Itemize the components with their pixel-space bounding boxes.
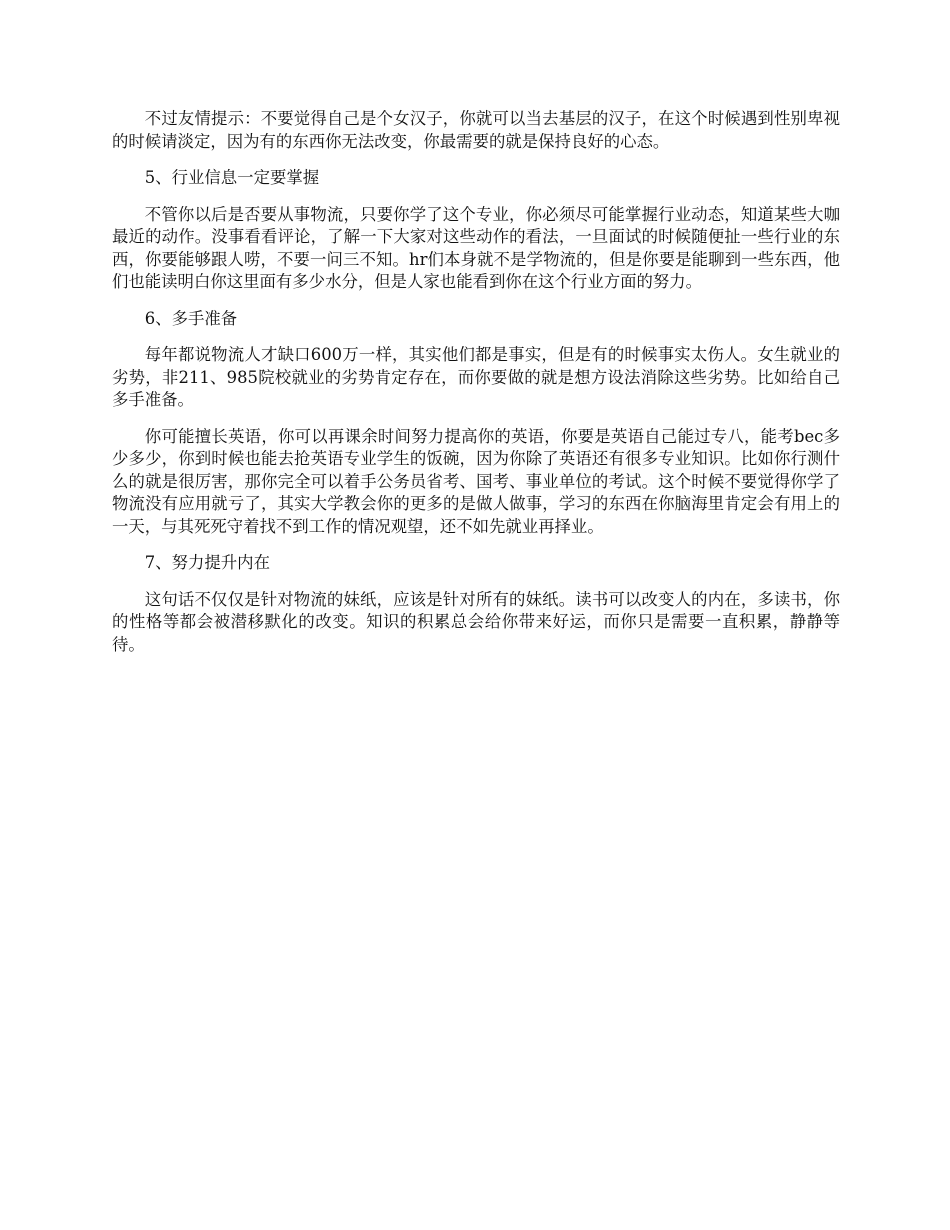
heading-multiple-preparation: 6、多手准备 <box>144 308 238 328</box>
paragraph-reading: 这句话不仅仅是针对物流的妹纸，应该是针对所有的妹纸。读书可以改变人的内在，多读书，你的性格等都会被潜移默化的改变。知识的积累总会给你带来好运，而你只是需要一直积累，静静等待。 <box>112 589 840 654</box>
paragraph-gender-tip: 不过友情提示：不要觉得自己是个女汉子，你就可以当去基层的汉子，在这个时候遇到性别卑视的时候请淡定，因为有的东西你无法改变，你最需要的就是保持良好的心态。 <box>112 109 840 151</box>
document-body <box>112 108 840 670</box>
heading-industry-info: 5、行业信息一定要掌握 <box>144 168 320 187</box>
paragraph-english-skills: 你可能擅长英语，你可以再课余时间努力提高你的英语，你要是英语自己能过专八，能考bec多少多少，你到时候也能去抢英语专业学生的饭碗，因为你除了英语还有很多专业知识。比如你行测什么的就是很厉害，那你完全可以着手公务员省考、国考、事业单位的考试。这个时候不要觉得你学了物流没有应用就亏了，其实大学教会你的更多的是做人做事，学习的东西在你脑海里肯定会有用上的一天，与其死死守着找不到工作的情况观望，还不如先就业再择业。 <box>112 426 840 536</box>
heading-inner-improvement: 7、努力提升内在 <box>144 553 270 572</box>
paragraph-industry-info: 不管你以后是否要从事物流，只要你学了这个专业，你必须尽可能掌握行业动态，知道某些大咖最近的动作。没事看看评论，了解一下大家对这些动作的看法，一旦面试的时候随便扯一些行业的东西，你要能够跟人唠，不要一问三不知。hr们本身就不是学物流的，但是你要是能聊到一些东西，他们也能读明白你这里面有多少水分，但是人家也能看到你在这个行业方面的努力。 <box>112 204 840 291</box>
paragraph-talent-gap: 每年都说物流人才缺口600万一样，其实他们都是事实，但是有的时候事实太伤人。女生就业的劣势，非211、985院校就业的劣势肯定存在，而你要做的就是想方设法消除这些劣势。比如给自己多手准备。 <box>112 345 840 409</box>
